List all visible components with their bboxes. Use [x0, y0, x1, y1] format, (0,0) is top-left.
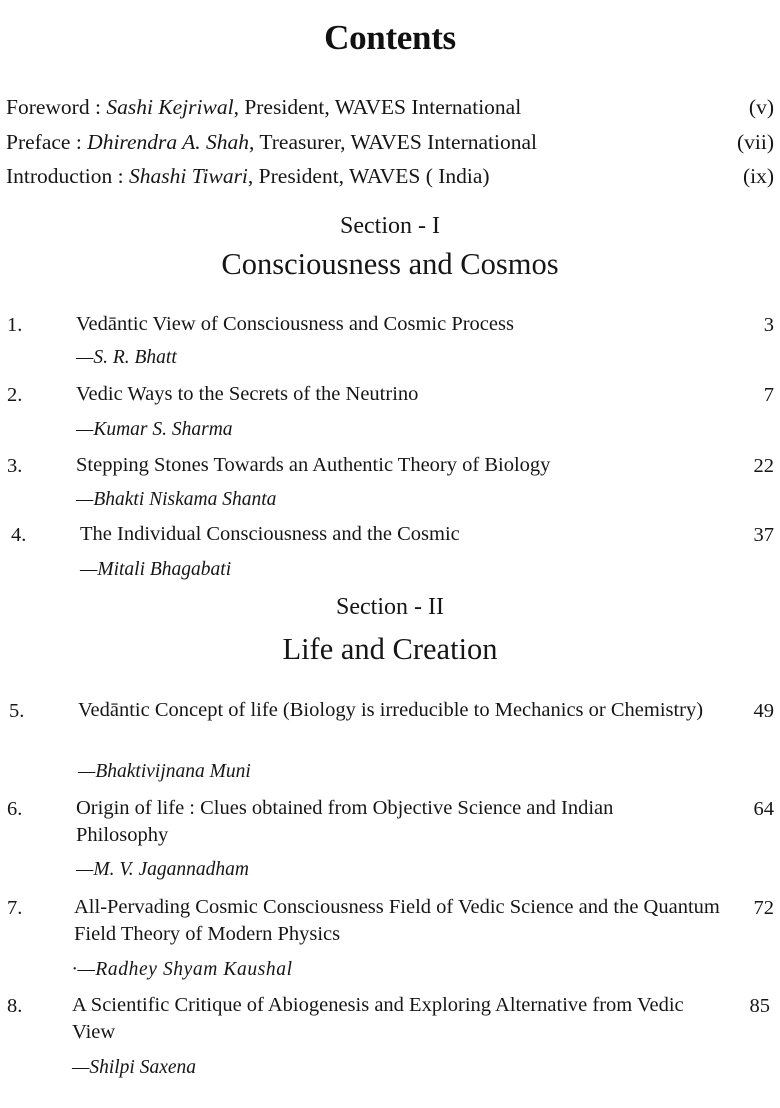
section-title: Consciousness and Cosmos — [221, 247, 559, 281]
front-matter-page: (v) — [748, 95, 774, 119]
entry-number: 8. — [7, 995, 23, 1017]
entry-author: —Bhakti Niskama Shanta — [76, 489, 277, 510]
entry-page: 49 — [753, 700, 774, 722]
entry-author: —Shilpi Saxena — [72, 1057, 197, 1078]
front-matter-role: , President, WAVES International — [233, 95, 522, 119]
front-matter-label: Foreword : — [6, 95, 107, 119]
entry-title: Origin of life : Clues obtained from Objective Science and Indian Philosophy — [76, 797, 614, 846]
front-matter-page: (ix) — [742, 164, 774, 188]
entry-number: 2. — [7, 384, 23, 406]
entry-author: —Kumar S. Sharma — [76, 419, 233, 440]
entry-title: Vedāntic Concept of life (Biology is irreducible to Mechanics or Chemistry) — [78, 699, 704, 721]
entry-page: 3 — [763, 314, 774, 336]
entry-number: 6. — [7, 798, 23, 820]
entry-author: —Bhaktivijnana Muni — [78, 761, 251, 782]
entry-page: 64 — [753, 798, 774, 820]
entry-title: All-Pervading Cosmic Consciousness Field of Vedic Science and the Quantum Field Theory of Modern Physics — [74, 896, 720, 945]
section-label: Section - I — [340, 213, 440, 239]
front-matter-role: , President, WAVES ( India) — [247, 164, 490, 188]
entry-number: 4. — [11, 524, 27, 546]
front-matter-role: , Treasurer, WAVES International — [249, 130, 537, 154]
entry-title: The Individual Consciousness and the Cosmic — [80, 523, 460, 545]
entry-page: 7 — [763, 384, 774, 406]
front-matter-name: Sashi Kejriwal — [106, 95, 234, 119]
front-matter-foreword — [6, 92, 774, 122]
entry-author: —M. V. Jagannadham — [76, 859, 249, 880]
front-matter-label: Preface : — [6, 130, 88, 154]
front-matter-name: Dhirendra A. Shah — [87, 130, 250, 154]
entry-page: 37 — [753, 524, 774, 546]
entry-author: ·—Radhey Shyam Kaushal — [72, 959, 293, 980]
section-title: Life and Creation — [282, 632, 498, 666]
entry-page: 85 — [749, 995, 770, 1017]
entry-title: Vedāntic View of Consciousness and Cosmic Process — [76, 313, 514, 335]
front-matter-name: Shashi Tiwari — [129, 164, 248, 188]
entry-page: 22 — [753, 455, 774, 477]
front-matter-introduction — [6, 161, 774, 191]
entry-page: 72 — [753, 897, 774, 919]
page-title: Contents — [324, 18, 456, 57]
entry-number: 7. — [7, 897, 23, 919]
entry-number: 3. — [7, 455, 23, 477]
entry-number: 5. — [9, 700, 25, 722]
front-matter-label: Introduction : — [6, 164, 130, 188]
section-label: Section - II — [336, 594, 444, 620]
entry-author: —Mitali Bhagabati — [80, 559, 232, 580]
entry-number: 1. — [7, 314, 23, 336]
entry-author: —S. R. Bhatt — [76, 347, 177, 368]
entry-title: Stepping Stones Towards an Authentic Theory of Biology — [76, 454, 551, 476]
entry-title: Vedic Ways to the Secrets of the Neutrino — [76, 383, 419, 405]
front-matter-preface — [6, 127, 774, 157]
entry-title: A Scientific Critique of Abiogenesis and Exploring Alternative from Vedic View — [72, 994, 684, 1043]
front-matter-page: (vii) — [736, 130, 774, 154]
